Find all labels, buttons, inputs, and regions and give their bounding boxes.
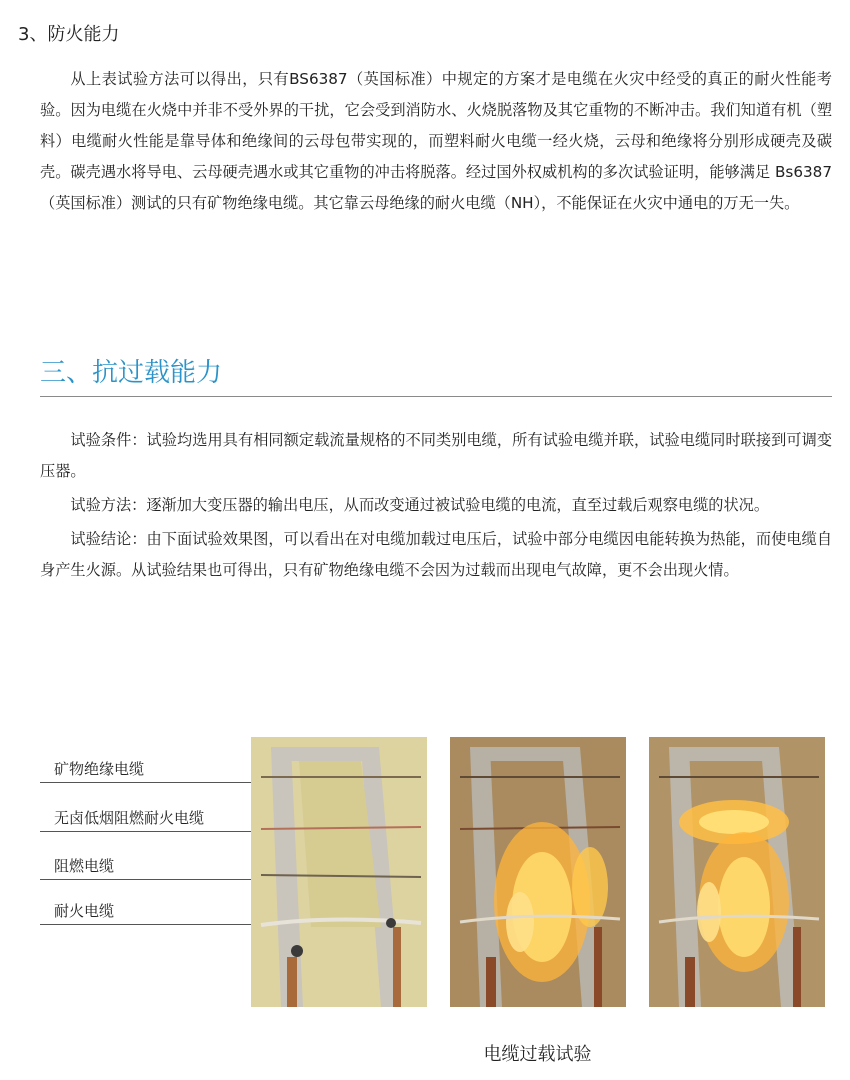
label-text: 耐火电缆: [54, 902, 115, 920]
leader-line: [40, 831, 270, 832]
test-conclusion-text: 试验结论：由下面试验效果图，可以看出在对电缆加载过电压后，试验中部分电缆因电能转换为热能，而使电缆自身产生火源。从试验结果也可得出，只有矿物绝缘电缆不会因为过载而出现电气故障，更不会出现火情。: [40, 530, 832, 579]
heading-divider: [40, 396, 832, 397]
figure-caption: 电缆过载试验: [483, 1044, 592, 1065]
fire-resistance-paragraph: [40, 64, 832, 219]
label-text: 阻燃电缆: [54, 857, 115, 875]
cable-labels: [40, 750, 270, 950]
test-method-text: 试验方法：逐渐加大变压器的输出电压，从而改变通过被试验电缆的电流，直至过载后观察电缆的状况。: [70, 496, 770, 514]
label-text: 无卤低烟阻燃耐火电缆: [54, 809, 205, 827]
label-fire-resistant-cable: [40, 900, 270, 925]
overload-heading: 三、抗过载能力: [40, 358, 223, 388]
test-photo-burning-2: [649, 737, 825, 1007]
label-halogen-free-cable: [40, 807, 270, 832]
section-3-title: 3、防火能力: [18, 24, 120, 45]
label-text: 矿物绝缘电缆: [54, 760, 145, 778]
test-condition-text: 试验条件：试验均选用具有相同额定载流量规格的不同类别电缆，所有试验电缆并联，试验电缆同时联接到可调变压器。: [40, 431, 832, 480]
leader-line: [40, 782, 270, 783]
leader-line: [40, 879, 270, 880]
overload-paragraphs: [40, 425, 832, 589]
label-flame-retardant-cable: [40, 855, 270, 880]
leader-line: [40, 924, 270, 925]
fire-resistance-text: 从上表试验方法可以得出，只有BS6387（英国标准）中规定的方案才是电缆在火灾中经受的真正的耐火性能考验。因为电缆在火烧中并非不受外界的干扰，它会受到消防水、火烧脱落物及其它重物的不断冲击。我们知道有机（塑料）电缆耐火性能是靠导体和绝缘间的云母包带实现的，而塑料耐火电缆一经火烧，云母和绝缘将分别形成硬壳及碳壳。碳壳遇水将导电、云母硬壳遇水或其它重物的冲击将脱落。经过国外权威机构的多次试验证明，能够满足 Bs6387（英国标准）测试的只有矿物绝缘电缆。其它靠云母绝缘的耐火电缆（NH），不能保证在火灾中通电的万无一失。: [40, 70, 832, 212]
test-photo-burning-1: [450, 737, 626, 1007]
label-mineral-cable: [40, 758, 270, 783]
test-photo-before: [251, 737, 427, 1007]
